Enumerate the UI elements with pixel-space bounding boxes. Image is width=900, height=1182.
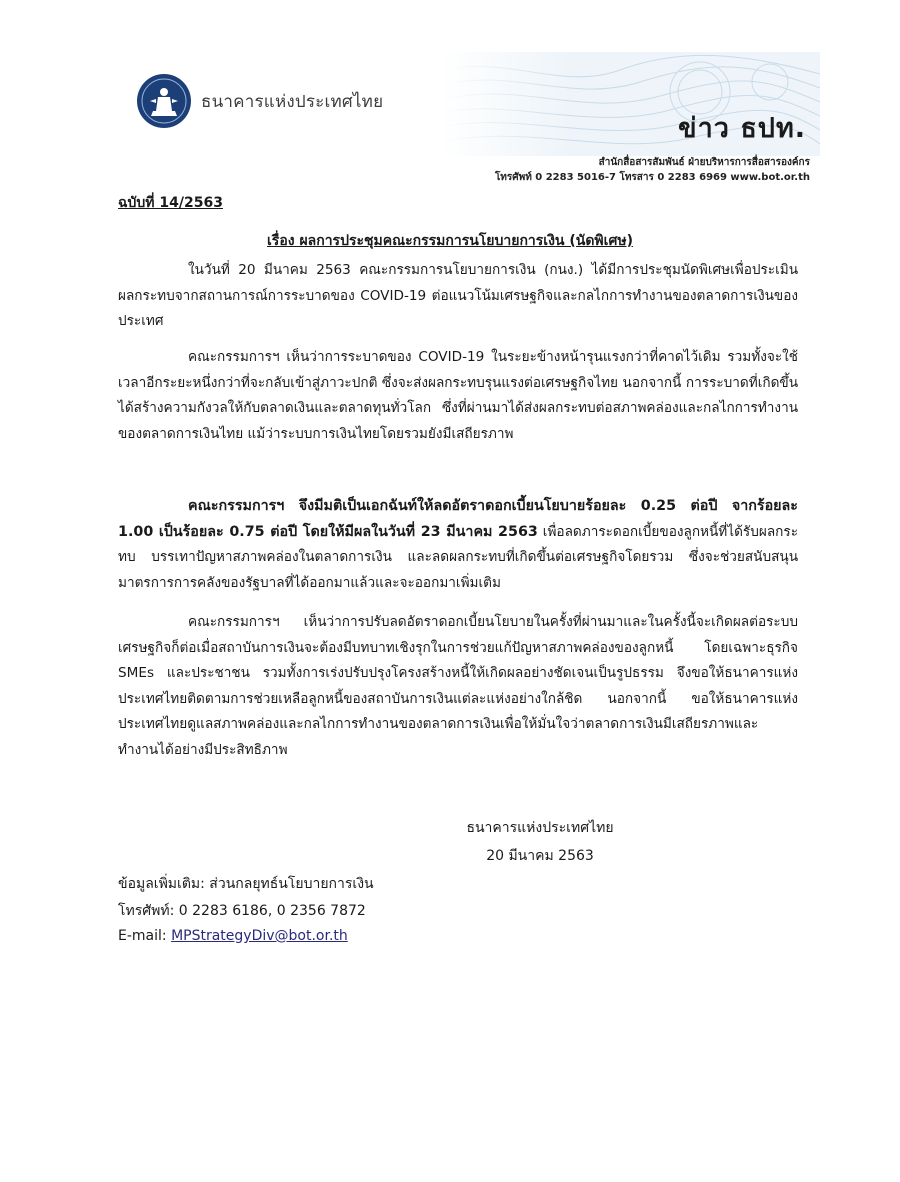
phone-line: โทรศัพท์: 0 2283 6186, 0 2356 7872 xyxy=(118,903,366,919)
department-line: สำนักสื่อสารสัมพันธ์ ฝ่ายบริหารการสื่อสารองค์กร xyxy=(598,157,810,168)
paragraph-3-rest: เพื่อลดภาระดอกเบี้ยของลูกหนี้ที่ได้รับผลกระทบ บรรเทาปัญหาสภาพคล่องในตลาดการเงิน และลดผลกระทบที่เกิดขึ้นต่อเศรษฐกิจโดยรวม ซึ่งจะช่วยสนับสนุนมาตรการการคลังของรัฐบาลที่ได้ออกมาแล้วและจะออกมาเพิ่มเติม xyxy=(118,523,798,591)
contact-line: โทรศัพท์ 0 2283 5016-7 โทรสาร 0 2283 6969 www.bot.or.th xyxy=(494,172,810,183)
paragraph-1: ในวันที่ 20 มีนาคม 2563 คณะกรรมการนโยบายการเงิน (กนง.) ได้มีการประชุมนัดพิเศษเพื่อประเมินผลกระทบจากสถานการณ์การระบาดของ COVID-19 ต่อแนวโน้มเศรษฐกิจและกลไกการทำงานของตลาดการเงินของประเทศ xyxy=(118,262,798,330)
email-line xyxy=(118,928,348,944)
paragraph-2: คณะกรรมการฯ เห็นว่าการระบาดของ COVID-19 ในระยะข้างหน้ารุนแรงกว่าที่คาดไว้เดิม รวมทั้งจะใช้เวลาอีกระยะหนึ่งกว่าที่จะกลับเข้าสู่ภาวะปกติ ซึ่งจะส่งผลกระทบรุนแรงต่อเศรษฐกิจไทย นอกจากนี้ การระบาดที่เกิดขึ้นได้สร้างความกังวลให้กับตลาดเงินและตลาดทุนทั่วโลก ซึ่งที่ผ่านมาได้ส่งผลกระทบต่อสภาพคล่องและกลไกการทำงานของตลาดการเงินไทย แม้ว่าระบบการเงินไทยโดยรวมยังมีเสถียรภาพ xyxy=(118,349,798,442)
more-info-line: ข้อมูลเพิ่มเติม: ส่วนกลยุทธ์นโยบายการเงิน xyxy=(118,876,374,892)
subject-heading: เรื่อง ผลการประชุมคณะกรรมการนโยบายการเงิน (นัดพิเศษ) xyxy=(267,233,633,249)
bank-name: ธนาคารแห่งประเทศไทย xyxy=(201,92,384,112)
news-title: ข่าว ธปท. xyxy=(678,113,806,144)
bot-emblem-icon xyxy=(136,73,192,129)
email-link[interactable]: MPStrategyDiv@bot.or.th xyxy=(171,928,348,944)
email-label: E-mail: xyxy=(118,928,172,944)
signature-org: ธนาคารแห่งประเทศไทย xyxy=(466,820,614,836)
paragraph-4: คณะกรรมการฯ เห็นว่าการปรับลดอัตราดอกเบี้ยนโยบายในครั้งที่ผ่านมาและในครั้งนี้จะเกิดผลต่อระบบเศรษฐกิจก็ต่อเมื่อสถาบันการเงินจะต้องมีบทบาทเชิงรุกในการช่วยแก้ปัญหาสภาพคล่องของลูกหนี้ โดยเฉพาะธุรกิจ SMEs และประชาชน รวมทั้งการเร่งปรับปรุงโครงสร้างหนี้ให้เกิดผลอย่างชัดเจนเป็นรูปธรรม จึงขอให้ธนาคารแห่งประเทศไทยติดตามการช่วยเหลือลูกหนี้ของสถาบันการเงินแต่ละแห่งอย่างใกล้ชิด นอกจากนี้ ขอให้ธนาคารแห่งประเทศไทยดูแลสภาพคล่องและกลไกการทำงานของตลาดการเงินเพื่อให้มั่นใจว่าตลาดการเงินมีเสถียรภาพและทำงานได้อย่างมีประสิทธิภาพ xyxy=(118,614,798,758)
paragraph-3 xyxy=(118,494,798,596)
policy-decision-text: คณะกรรมการฯ จึงมีมติเป็นเอกฉันท์ให้ลดอัตราดอกเบี้ยนโยบายร้อยละ 0.25 ต่อปี จากร้อยละ 1.00 เป็นร้อยละ 0.75 ต่อปี โดยให้มีผลในวันที่ 23 มีนาคม 2563 xyxy=(118,498,798,540)
signature-date: 20 มีนาคม 2563 xyxy=(486,848,594,864)
issue-number: ฉบับที่ 14/2563 xyxy=(118,195,223,211)
